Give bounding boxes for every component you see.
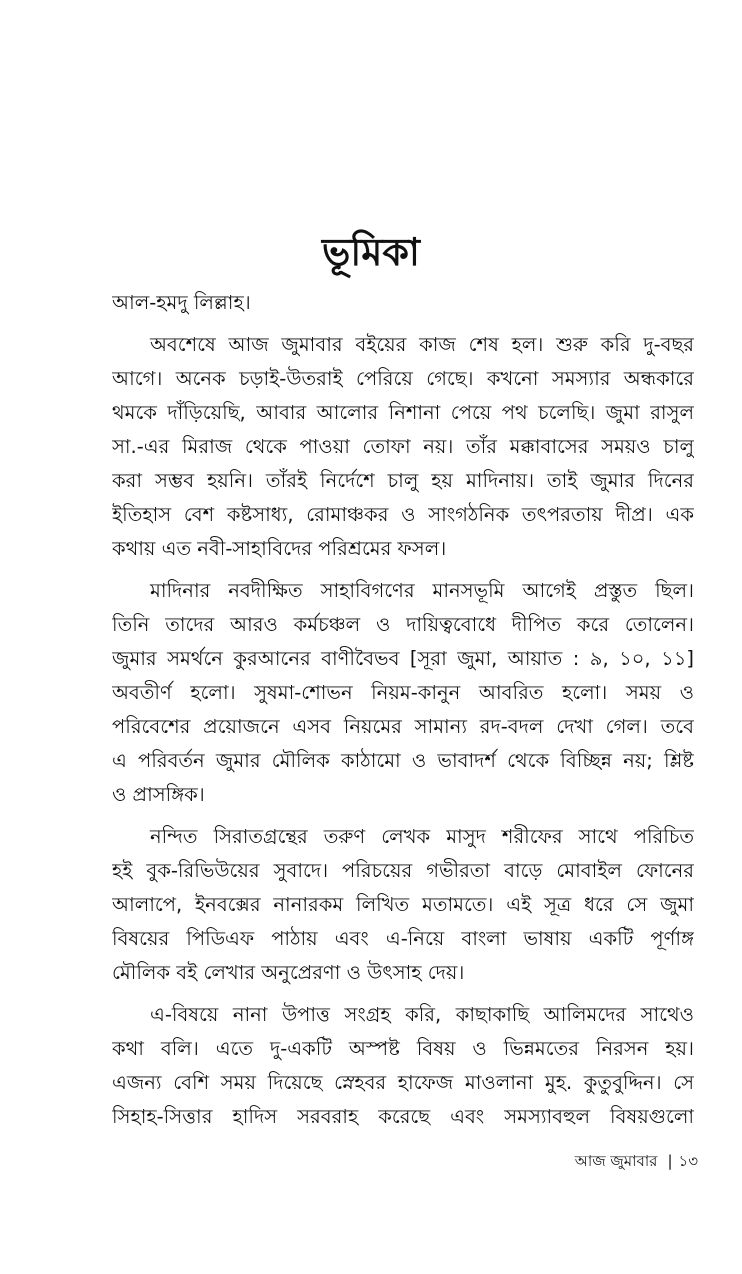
paragraph-line: পরিবেশের প্রয়োজনে এসব নিয়মের সামান্য রদ-বদল দেখা গেল। তবে	[112, 715, 694, 738]
opening-line	[112, 286, 694, 320]
footer-book-title: আজ জুমাবার	[574, 1152, 658, 1170]
paragraph-line: এ-বিষয়ে নানা উপাত্ত সংগ্রহ করি, কাছাকাছি আলিমদের সাথেও	[150, 1003, 694, 1026]
paragraph-line: মাদিনার নবদীক্ষিত সাহাবিগণের মানসভূমি আগেই প্রস্তুত ছিল।	[150, 579, 694, 602]
paragraph-line: সিহাহ-সিত্তার হাদিস সরবরাহ করেছে এবং সমস্যাবহুল বিষয়গুলো	[112, 1105, 694, 1128]
paragraph	[112, 820, 694, 990]
page-number: ১৩	[678, 1152, 698, 1170]
opening-text: আল-হমদু লিল্লাহ।	[112, 291, 251, 314]
paragraph-line: মৌলিক বই লেখার অনুপ্রেরণা ও উৎসাহ দেয়।	[112, 961, 465, 984]
paragraph-line: কথা বলি। এতে দু-একটি অস্পষ্ট বিষয় ও ভিন্নমতের নিরসন হয়।	[112, 1037, 694, 1060]
paragraph-line: এজন্য বেশি সময় দিয়েছে স্নেহবর হাফেজ মাওলানা মুহ. কুতুবুদ্দিন। সে	[112, 1071, 694, 1094]
paragraph	[112, 574, 694, 812]
paragraph-line: আলাপে, ইনবক্সের নানারকম লিখিত মতামতে। এই সূত্র ধরে সে জুমা	[112, 893, 694, 916]
paragraph-line: তিনি তাদের আরও কর্মচঞ্চল ও দায়িত্ববোধে দীপিত করে তোলেন।	[112, 613, 694, 636]
paragraph-list	[112, 328, 694, 1134]
paragraph-line: অবশেষে আজ জুমাবার বইয়ের কাজ শেষ হল। শুরু করি দু-বছর	[150, 333, 694, 356]
paragraph-line: আগে। অনেক চড়াই-উতরাই পেরিয়ে গেছে। কখনো সমস্যার অন্ধকারে	[112, 367, 694, 390]
paragraph-line: নন্দিত সিরাতগ্রন্থের তরুণ লেখক মাসুদ শরীফের সাথে পরিচিত	[150, 825, 694, 848]
paragraph-line: বিষয়ের পিডিএফ পাঠায় এবং এ-নিয়ে বাংলা ভাষায় একটি পূর্ণাঙ্গ	[112, 927, 694, 950]
paragraph-line: এ পরিবর্তন জুমার মৌলিক কাঠামো ও ভাবাদর্শ থেকে বিচ্ছিন্ন নয়; শ্লিষ্ট	[112, 749, 694, 772]
footer-separator: |	[667, 1152, 673, 1170]
paragraph-line: করা সম্ভব হয়নি। তাঁরই নির্দেশে চালু হয় মাদিনায়। তাই জুমার দিনের	[112, 469, 694, 492]
paragraph-line: ইতিহাস বেশ কষ্টসাধ্য, রোমাঞ্চকর ও সাংগঠনিক তৎপরতায় দীপ্র। এক	[112, 503, 694, 526]
paragraph	[112, 998, 694, 1134]
paragraph-line: হই বুক-রিভিউয়ের সুবাদে। পরিচয়ের গভীরতা বাড়ে মোবাইল ফোনের	[112, 859, 694, 882]
page-title: ভূমিকা	[322, 230, 420, 274]
paragraph-line: কথায় এত নবী-সাহাবিদের পরিশ্রমের ফসল।	[112, 537, 447, 560]
paragraph-line: অবতীর্ণ হলো। সুষমা-শোভন নিয়ম-কানুন আবরিত হলো। সময় ও	[112, 681, 694, 704]
paragraph-line: সা.-এর মিরাজ থেকে পাওয়া তোফা নয়। তাঁর মক্কাবাসের সময়ও চালু	[112, 435, 694, 458]
paragraph-line: ও প্রাসঙ্গিক।	[112, 783, 205, 806]
running-footer	[575, 1150, 698, 1172]
paragraph	[112, 328, 694, 566]
paragraph-line: জুমার সমর্থনে কুরআনের বাণীবৈভব [সূরা জুমা, আয়াত : ৯, ১০, ১১]	[112, 647, 694, 670]
paragraph-line: থমকে দাঁড়িয়েছি, আবার আলোর নিশানা পেয়ে পথ চলেছি। জুমা রাসুল	[112, 401, 694, 424]
page-body	[112, 286, 694, 1142]
